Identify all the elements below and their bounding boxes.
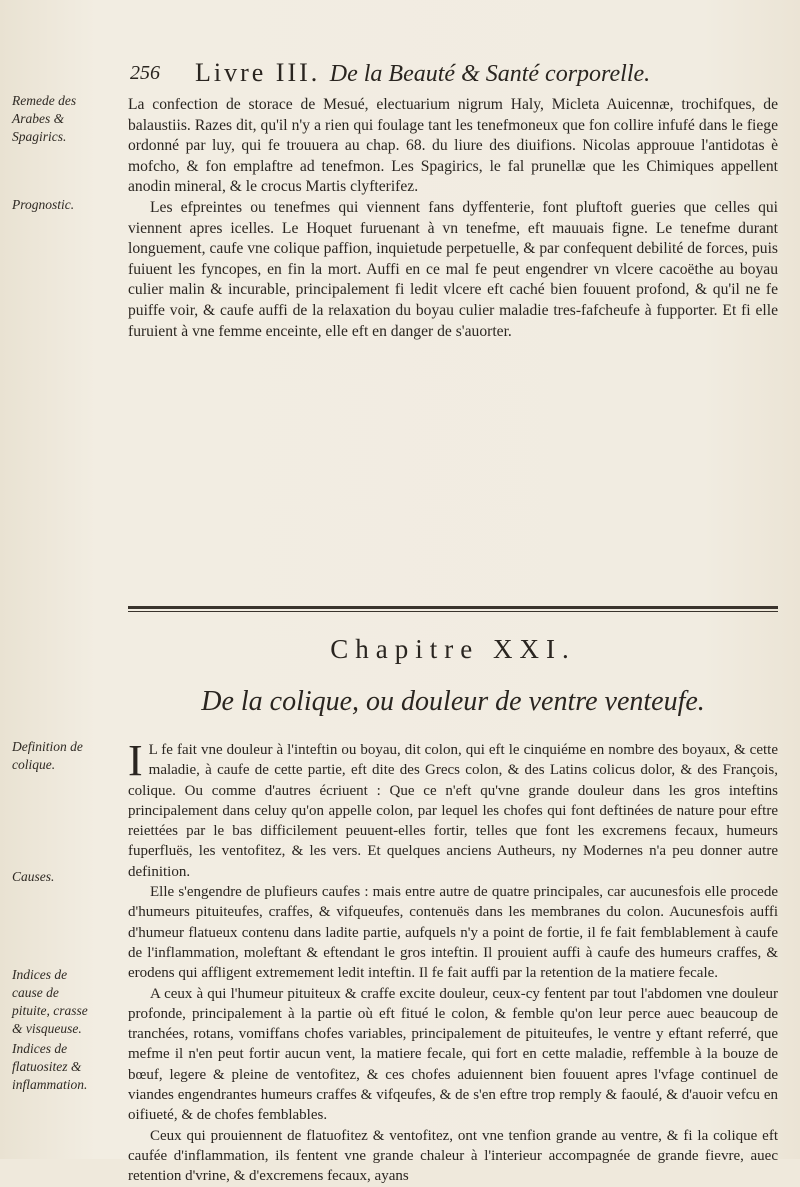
- top-text-block: [128, 95, 778, 342]
- paragraph-indices-pituite: A ceux à qui l'humeur pituiteux & craffe excite douleur, ceux-cy fentent par tout l'abdomen vne douleur profonde, principalement à la partie où eft fitué le colon, & femble qu'on leur perce auec beaucoup de tranchées, rotans, vomiffans chofes variables, principalement de pituiteufes, le ventre y eftant referré, que mefme il n'en peut fortir aucun vent, la matiere fecale, qui fort en cette maladie, reffemble à la bouze de bœuf, legere & pleine de ventofitez, & ces chofes aduiennent bien fouuent apres l'vfage continuel de viandes engendrantes humeurs craffes & vifqeufes, & de s'en eftre trop remply & faoulé, & d'auoir vefcu en oifiueté, & de chofes femblables.: [128, 985, 778, 1124]
- chapter-heading: Chapitre XXI.: [330, 634, 576, 664]
- drop-cap: I: [128, 736, 143, 785]
- running-header: [100, 58, 760, 88]
- margin-note-indices-pituite: Indices de cause de pituite, crasse & visqueuse.: [12, 967, 88, 1036]
- margin-note-definition: Definition de colique.: [12, 739, 83, 772]
- paragraph-indices-flatuosite: Ceux qui prouiennent de flatuofitez & ventofitez, ont vne tenfion grande au ventre, & fi la colique eft caufée d'inflammation, ils fentent vne grande chaleur à l'interieur accompagnée de grande fievre, auec retention d'vrine, & d'excremens fecaux, ayans: [128, 1127, 778, 1185]
- paragraph-definition: [128, 736, 778, 882]
- paragraph-causes: Elle s'engendre de plufieurs caufes : mais entre autre de quatre principales, car aucunesfois elle procede d'humeurs pituiteufes, craffes, & vifqueufes, contenuës dans les membranes du colon. Aucunesfois auffi d'humeur flatueux contenu dans ladite partie, aufquels n'y a point de fortie, il fe fait femblablement à caufe de l'inflammation, moleftant & eftendant le gros inteftin. Il prouient auffi à caufe des humeurs craffes, & erodens qui affligent extremement ledit inteftin. Il fe fait auffi par la retention de la matiere fecale.: [128, 884, 778, 982]
- margin-note-indices-flatuosite: Indices de flatuositez & inflammation.: [12, 1041, 88, 1092]
- margin-note-prognostic: Prognostic.: [12, 197, 75, 212]
- margin-note-causes: Causes.: [12, 869, 55, 884]
- section-rule: [128, 606, 778, 612]
- paragraph-remedies: La confection de storace de Mesué, electuarium nigrum Haly, Micleta Auicennæ, trochifques, de balaustiis. Razes dit, qu'il n'y a rien qui foulage tant les tenefmoneux que fon collire infufé dans le fiege ordonné par luy, qui fe trouuera au chap. 68. du liure des diuifions. Nicolas approuue l'antidotas è mofcho, & fon emplaftre ad tenefmon. Les Spagirics, le fal prunellæ que les Chimiques appellent anodin mineral, & le crocus Martis clyfterifez.: [128, 96, 778, 196]
- running-title: [195, 58, 650, 88]
- chapter-title: De la colique, ou douleur de ventre venteufe.: [201, 686, 705, 717]
- chapter-text-block: [128, 736, 778, 1187]
- book-title: De la Beauté & Santé corporelle.: [329, 61, 651, 87]
- book-label: Livre III.: [195, 58, 321, 87]
- margin-note-remede: Remede des Arabes & Spagirics.: [12, 93, 77, 144]
- paragraph-definition-text: L fe fait vne douleur à l'inteftin ou boyau, dit colon, qui eft le cinquiéme en nombre des boyaux, & cette maladie, à caufe de cette partie, eft dite des Grecs colon, & des Latins colicus dolor, & des François, colique. Ou comme d'autres écriuent : Que ce n'eft qu'vne grande douleur dans les gros inteftins principalement dans celuy qu'on appelle colon, par lequel les chofes qui font deftinées de nature pour eftre reiettées par le bas difficilement peuuent-elles fortir, telles que font les excremens fecaux, humeurs fuperfluës, les ventofitez, & les vers. Et quelques anciens Autheurs, ny Modernes n'a peu donner autre definition.: [128, 742, 778, 880]
- paragraph-prognostic: Les efpreintes ou tenefmes qui viennent fans dyffenterie, font pluftoft gueries que celles qui viennent apres icelles. Le Hoquet furuenant à vn tenefme, eft mauuais figne. Le tenefme durant longuement, caufe vne colique paffion, inquietude perpetuelle, & par confequent debilité de forces, puis fuiuent les fyncopes, en fin la mort. Auffi en ce mal fe peut engendrer vn vlcere cacoëthe au boyau culier malin & incurable, principalement fi ledit vlcere eft caché bien fouuent profond, & qu'il ne fe puiffe voir, & caufe auffi de la relaxation du boyau culier maladie tres-fafcheufe à fupporter. Et fi elle furuient à vne femme enceinte, elle eft en danger de s'auorter.: [128, 198, 778, 340]
- page-number: 256: [130, 62, 160, 84]
